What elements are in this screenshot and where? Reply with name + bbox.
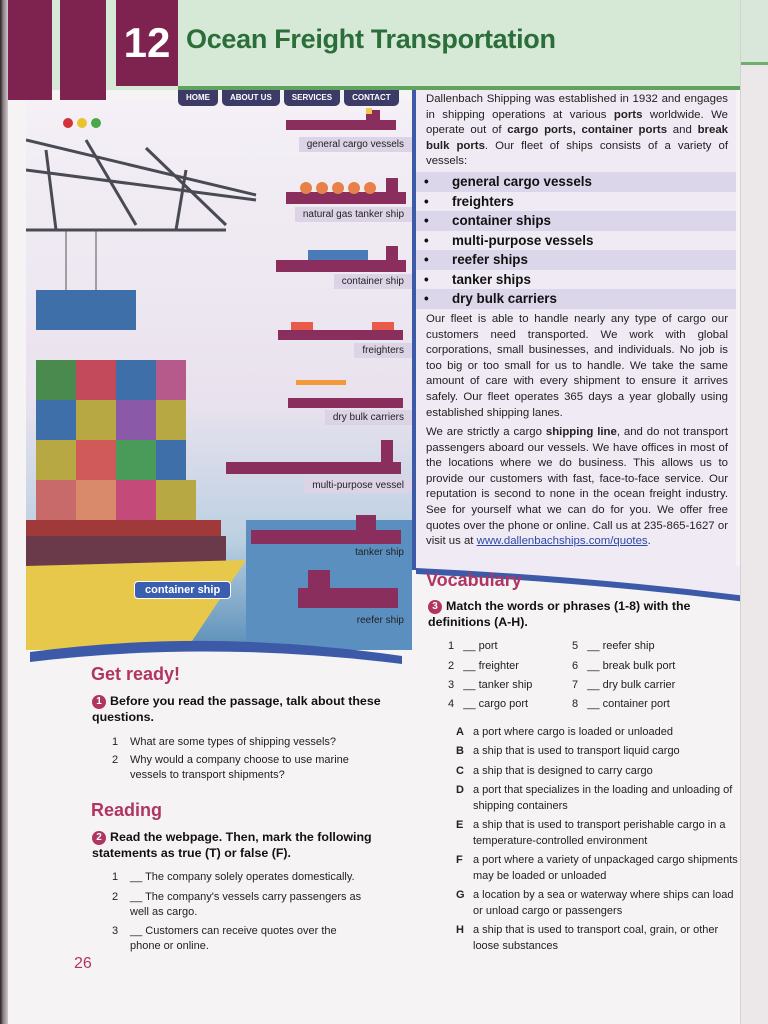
nav-about-us[interactable]: ABOUT US [222,90,280,106]
vocab-word: 7 __ dry bulk carrier [572,679,676,691]
ship-label: dry bulk carriers [325,410,412,425]
vocab-word: 8 __ container port [572,698,670,710]
fleet-paragraph: Our fleet is able to handle nearly any type of cargo our customers need transported. We work with global corporations, small businesses, and individuals. No job is too big or too small for us to handle. We take the same amount of care with every shipment to ensure it arrives safely. Our fleet operates 365 days a year globally using established shipping lanes. [426,313,728,419]
ship-label: tanker ship [355,547,404,558]
textbook-page: 12 Ocean Freight Transportation HOME ABOUT US SERVICES CONTACT general cargo vessels natural gas tanker ship container ship freighters dry bulk carriers multi-purpose vessel tanker ship reefer ship container ship Dallenbach Shipping was established in 1932 and engages in shipping operations at various ports worldwide. We operate out of cargo ports, container ports and break bulk ports. Our fleet of ships consists of a variety of vessels: • general cargo vessels • freighters • container ships • multi-purpose vessels • reefer ships • tanker ships • dry bulk carriers Our fleet is able to handle nearly any type of cargo our customers need transported. We work with global corporations, small businesses, and individuals. No job is too big or too small for us to handle. We take the same amount of care with every shipment to ensure it arrives safely. Our fleet operates 365 days a year globally using established shipping lanes. We are strictly a cargo shipping line, and do not transport passengers aboard our vessels. We have offices in most of the locations where we do business. This allows us to provide our customers with fast, face-to-face service. Our reputation is second to none in the ocean freight industry. See for yourself what we can do for you. We offer free quotes over the phone or online. Call us at 235-865-1627 or visit us at www.dallenbachships.com/quotes. Vocabulary 3 Match the words or phrases (1-8) with the definitions (A-H). 1 __ port 2 __ freighter 3 __ tanker ship 4 __ cargo port 5 __ reefer ship 6 __ break bulk port 7 __ dry bulk carrier 8 __ container port A a port where cargo is loaded or unloaded B a ship that is used to transport liquid cargo C a ship that is designed to carry cargo D a port that specializes in the loading and unloading of shipping containers E a ship that is used to transport perishable cargo in a temperature-controlled environment F a port where a variety of unpackaged cargo shipments may be loaded or unloaded G a location by a sea or waterway where ships can load or unload cargo or passengers H a ship that is used to transport coal, grain, or other loose substances Get ready! 1 Before you read the passage, talk about these questions. 1 What are some types of shipping vessels? 2 Why would a company choose to use marine vessels to transport shipments? Reading 2 Read the webpage. Then, mark the following statements as true (T) or false (F). 1 __ The company solely operates domestically. 2 __ The company's vessels carry passengers as well as cargo. 3 __ Customers can receive quotes over the phone or online. 26 [8,0,740,1024]
vocab-word: 2 __ freighter [448,660,519,672]
question-item: 2 Why would a company choose to use marine vessels to transport shipments? [112,754,349,781]
book-spine-edge [0,0,8,1024]
list-item: • dry bulk carriers [416,289,736,309]
nav-contact[interactable]: CONTACT [344,90,399,106]
exercise-number: 1 [92,695,106,709]
photo-bottom-wave [30,634,414,668]
ship-label: natural gas tanker ship [295,207,412,222]
green-dot-icon [91,118,101,128]
header-tab [60,0,106,100]
reading-instruction: 2 Read the webpage. Then, mark the following statements as true (T) or false (F). [92,830,372,860]
list-item: • container ships [416,211,736,231]
ships-illustration [26,100,412,650]
ship-label: freighters [354,343,412,358]
page-number: 26 [74,955,92,972]
list-item: • tanker ships [424,271,531,287]
unit-number: 12 [116,0,178,86]
list-item: • general cargo vessels [416,172,736,192]
facing-page [740,0,768,1024]
nav-home[interactable]: HOME [178,90,218,106]
vocab-word: 1 __ port [448,640,498,652]
services-paragraph: We are strictly a cargo shipping line, and do not transport passengers aboard our vessels. We have offices in most of the locations where we do business. This allows us to provide our customers with fast, face-to-face service. Our reputation is second to none in the ocean freight industry. See for yourself what we can do for you. We offer free quotes over the phone or online. Call us at 235-865-1627 or visit us at www.dallenbachships.com/quotes. [426,426,728,548]
red-dot-icon [63,118,73,128]
vocab-word: 4 __ cargo port [448,698,529,710]
webpage-nav [178,90,399,106]
vessel-list [416,172,736,309]
exercise-number: 2 [92,831,106,845]
vocabulary-instruction: 3 Match the words or phrases (1-8) with the definitions (A-H). [428,599,691,629]
column-divider [412,90,416,570]
vocab-word: 3 __ tanker ship [448,679,533,691]
vocab-word: 6 __ break bulk port [572,660,676,672]
ship-label: container ship [334,274,412,289]
exercise-number: 3 [428,600,442,614]
ship-label: general cargo vessels [299,137,412,152]
vocabulary-heading: Vocabulary [426,570,522,590]
list-item: • multi-purpose vessels [424,232,594,248]
header-tab [8,0,52,100]
vocab-word: 5 __ reefer ship [572,640,655,652]
get-ready-heading: Get ready! [91,664,181,684]
nav-services[interactable]: SERVICES [284,90,340,106]
webpage-illustration [26,100,412,650]
quotes-link[interactable]: www.dallenbachships.com/quotes [476,535,648,548]
yellow-dot-icon [77,118,87,128]
window-dots [63,118,101,128]
reading-heading: Reading [91,800,163,820]
page-title: Ocean Freight Transportation [186,24,556,54]
photo-caption: container ship [134,581,231,599]
list-item: • reefer ships [416,250,736,270]
get-ready-instruction: 1 Before you read the passage, talk about these questions. [92,694,381,724]
list-item: • freighters [424,193,514,209]
ship-label: reefer ship [356,615,404,626]
ship-label: multi-purpose vessel [304,478,412,493]
intro-paragraph: Dallenbach Shipping was established in 1932 and engages in shipping operations at various ports worldwide. We operate out of cargo ports, container ports and break bulk ports. Our fleet of ships consists of a variety of vessels: [426,93,728,168]
